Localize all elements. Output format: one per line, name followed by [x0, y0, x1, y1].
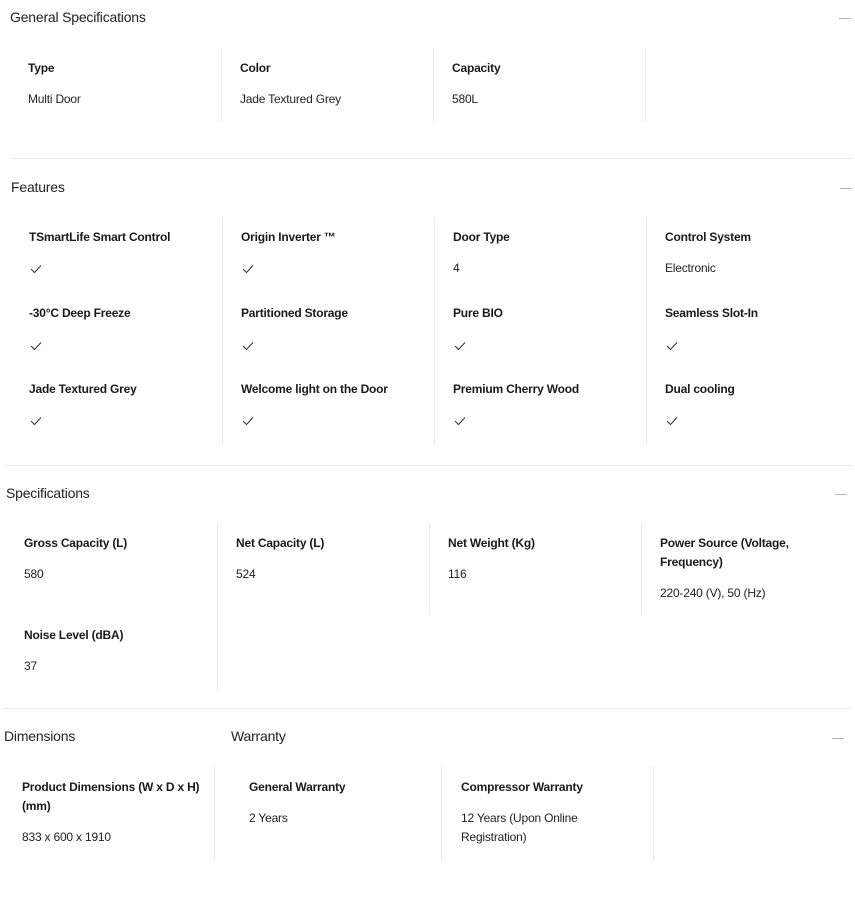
spec-value: 37	[24, 659, 37, 673]
feature-label: Dual cooling	[665, 382, 735, 396]
spec-value: 2 Years	[249, 811, 288, 825]
spec-cell-product-dimensions	[4, 767, 216, 861]
spec-value: 524	[236, 567, 256, 581]
spec-cell-net-weight	[429, 523, 641, 615]
feature-label: -30°C Deep Freeze	[29, 306, 131, 320]
checkmark-icon	[242, 416, 254, 426]
checkmark-icon	[242, 341, 254, 351]
spec-cell-divider	[653, 767, 654, 861]
section-divider	[4, 708, 851, 709]
spec-label: Product Dimensions (W x D x H)	[22, 780, 200, 794]
checkmark-icon	[30, 341, 42, 351]
feature-label: Welcome light on the Door	[241, 382, 388, 396]
spec-label: Capacity	[452, 61, 501, 75]
spec-cell-gross-capacity	[6, 523, 218, 615]
feature-label: Seamless Slot-In	[665, 306, 758, 320]
feature-label: Pure BIO	[453, 306, 503, 320]
section-title-specifications: Specifications	[6, 485, 90, 501]
feature-label: Origin Inverter ™	[241, 230, 336, 244]
spec-value: Jade Textured Grey	[240, 92, 341, 106]
checkmark-icon	[30, 264, 42, 274]
feature-column-2	[222, 217, 434, 444]
feature-label: Premium Cherry Wood	[453, 382, 580, 396]
checkmark-icon	[454, 341, 466, 351]
spec-cell-empty	[645, 48, 845, 121]
spec-cell-divider	[217, 615, 218, 691]
spec-label-line2: (mm)	[22, 799, 51, 813]
section-title-features: Features	[11, 179, 65, 195]
spec-value-line2: Registration)	[461, 830, 527, 844]
section-title-warranty: Warranty	[231, 728, 286, 744]
spec-label: Net Capacity (L)	[236, 536, 325, 550]
section-divider	[10, 158, 853, 159]
checkmark-icon	[30, 416, 42, 426]
spec-cell-color	[221, 48, 433, 121]
spec-label: Net Weight (Kg)	[448, 536, 535, 550]
section-title-dimensions: Dimensions	[4, 728, 76, 744]
spec-value: 220-240 (V), 50 (Hz)	[660, 586, 766, 600]
feature-column-3	[434, 217, 646, 444]
collapse-features-minus-icon[interactable]	[840, 188, 852, 189]
spec-label: Color	[240, 61, 271, 75]
spec-label: Type	[28, 61, 55, 75]
section-divider	[6, 465, 853, 466]
spec-cell-capacity	[433, 48, 645, 121]
spec-label: Compressor Warranty	[461, 780, 583, 794]
spec-label: Power Source (Voltage,	[660, 536, 789, 550]
spec-cell-power-source	[641, 523, 846, 615]
spec-value: 580L	[452, 92, 478, 106]
feature-label: Control System	[665, 230, 751, 244]
feature-label: Partitioned Storage	[241, 306, 348, 320]
spec-value: 580	[24, 567, 44, 581]
collapse-warranty-minus-icon[interactable]	[832, 738, 844, 739]
spec-label: Gross Capacity (L)	[24, 536, 128, 550]
feature-label: TSmartLife Smart Control	[29, 230, 171, 244]
spec-label: General Warranty	[249, 780, 346, 794]
spec-cell-compressor-warranty	[441, 767, 654, 861]
spec-cell-type	[10, 48, 222, 121]
feature-label: Door Type	[453, 230, 510, 244]
spec-cell-noise-level	[6, 615, 218, 691]
feature-value: 4	[453, 261, 460, 275]
feature-column-1	[11, 217, 223, 444]
checkmark-icon	[666, 416, 678, 426]
spec-cell-net-capacity	[217, 523, 429, 615]
spec-value: 116	[448, 567, 467, 581]
collapse-specifications-minus-icon[interactable]	[835, 494, 847, 495]
section-title-general: General Specifications	[10, 9, 146, 25]
spec-value: 12 Years (Upon Online	[461, 811, 578, 825]
collapse-general-minus-icon[interactable]	[839, 18, 851, 19]
spec-value: 833 x 600 x 1910	[22, 830, 111, 844]
checkmark-icon	[242, 264, 254, 274]
spec-cell-general-warranty	[214, 767, 442, 861]
checkmark-icon	[666, 341, 678, 351]
feature-column-4	[646, 217, 846, 444]
spec-value: Multi Door	[28, 92, 81, 106]
checkmark-icon	[454, 416, 466, 426]
spec-label-line2: Frequency)	[660, 555, 723, 569]
feature-label: Jade Textured Grey	[29, 382, 137, 396]
feature-value: Electronic	[665, 261, 716, 275]
spec-label: Noise Level (dBA)	[24, 628, 124, 642]
